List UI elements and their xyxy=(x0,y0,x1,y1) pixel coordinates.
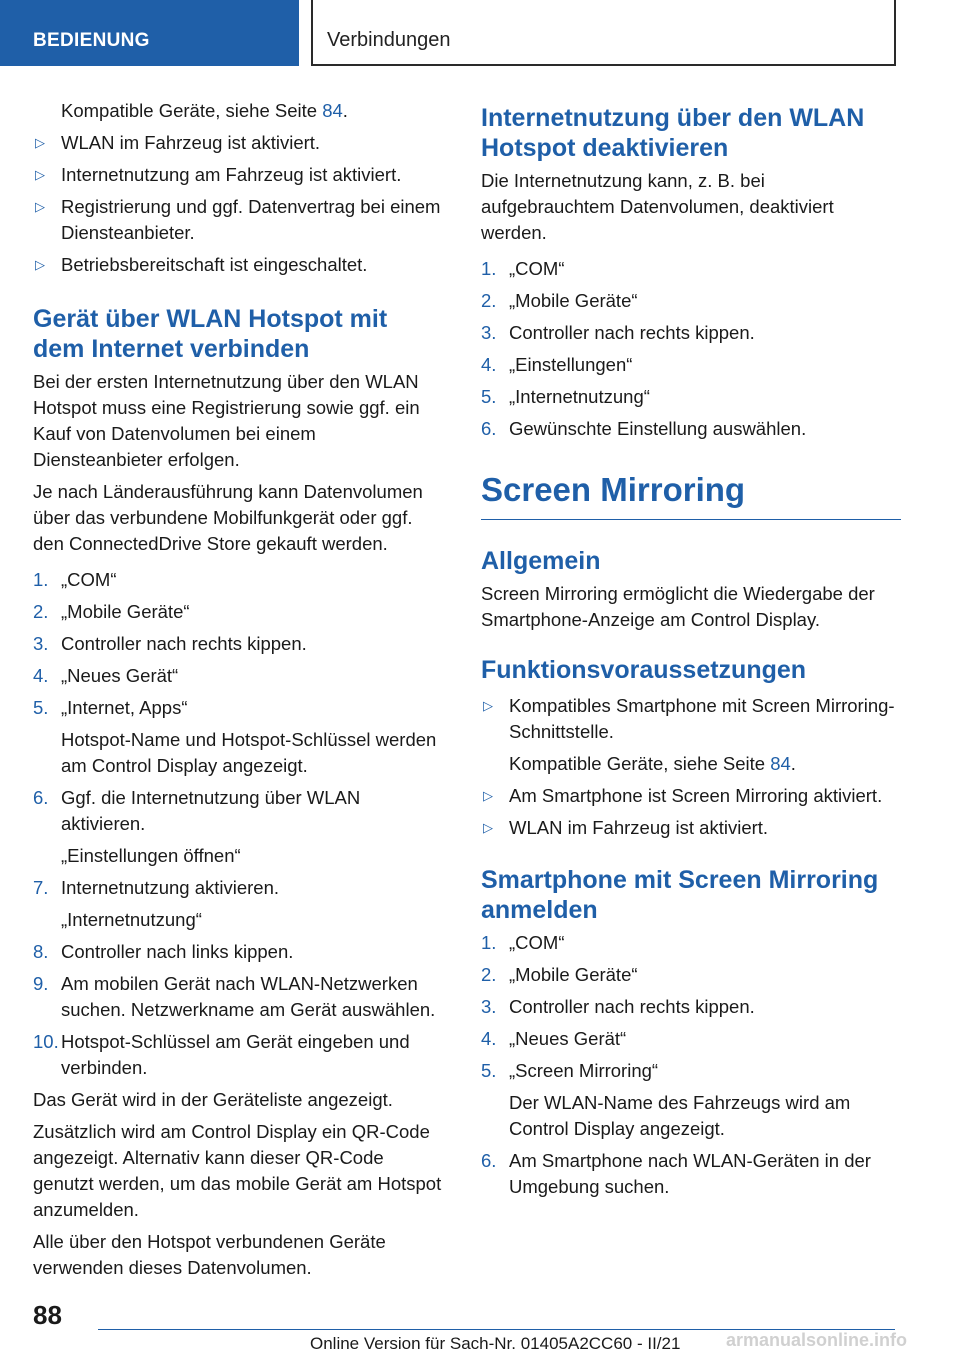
page-link[interactable]: 84 xyxy=(770,753,791,774)
list-item: ▷ Internetnutzung am Fahrzeug ist aktiviert. xyxy=(33,162,445,188)
triangle-bullet-icon: ▷ xyxy=(483,788,493,803)
section-heading-deactivate: Internetnutzung über den WLAN Hotspot deaktivieren xyxy=(481,104,865,162)
paragraph: Zusätzlich wird am Control Display ein QR-Code angezeigt. Alternativ kann dieser QR-Code genutzt werden, um das mobile Gerät am Hotspot anzumelden. xyxy=(33,1121,442,1220)
header-chapter-label: Verbindungen xyxy=(327,29,451,51)
list-item: 6. Gewünschte Einstellung auswählen. xyxy=(481,418,807,439)
list-item: 2. „Mobile Geräte“ xyxy=(481,964,638,985)
paragraph: Das Gerät wird in der Geräteliste angezeigt. xyxy=(33,1089,393,1110)
header-chapter-box xyxy=(311,0,896,66)
list-item: ▷ WLAN im Fahrzeug ist aktiviert. xyxy=(33,130,445,156)
triangle-bullet-icon: ▷ xyxy=(35,199,45,214)
list-item: 8. Controller nach links kippen. xyxy=(33,941,294,962)
connect-steps-list xyxy=(33,567,445,1081)
list-item: 1. „COM“ xyxy=(33,569,117,590)
list-item: 3. Controller nach rechts kippen. xyxy=(481,322,755,343)
page-link[interactable]: 84 xyxy=(322,100,343,121)
triangle-bullet-icon: ▷ xyxy=(483,698,493,713)
list-item: 1. „COM“ xyxy=(481,258,565,279)
paragraph: Screen Mirroring ermöglicht die Wiedergabe der Smartphone-Anzeige am Control Display. xyxy=(481,583,875,630)
list-item: ▷ Betriebsbereitschaft ist eingeschaltet. xyxy=(33,252,445,278)
right-column xyxy=(481,103,901,1206)
list-item: 4. „Einstellungen“ xyxy=(481,354,633,375)
list-item: ▷ Am Smartphone ist Screen Mirroring aktiviert. xyxy=(481,783,901,809)
triangle-bullet-icon: ▷ xyxy=(35,135,45,150)
page-number: 88 xyxy=(33,1300,62,1330)
paragraph: Die Internetnutzung kann, z. B. bei aufgebrauchtem Datenvolumen, deaktiviert werden. xyxy=(481,170,834,243)
paragraph: Alle über den Hotspot verbundenen Geräte verwenden dieses Datenvolumen. xyxy=(33,1231,386,1278)
list-item: 4. „Neues Gerät“ xyxy=(33,665,179,686)
list-item: ▷ Registrierung und ggf. Datenvertrag bei einem Diensteanbieter. xyxy=(35,196,441,243)
list-item: 10. Hotspot-Schlüssel am Gerät eingeben und verbinden. xyxy=(33,1031,410,1078)
paragraph: Je nach Länderausführung kann Datenvolumen über das verbundene Mobilfunkgerät oder ggf. den ConnectedDrive Store gekauft werden. xyxy=(33,481,423,554)
list-item: 2. „Mobile Geräte“ xyxy=(33,601,190,622)
list-item: 3. Controller nach rechts kippen. xyxy=(481,996,755,1017)
header-section-label: BEDIENUNG xyxy=(33,30,150,51)
paragraph: Bei der ersten Internetnutzung über den WLAN Hotspot muss eine Registrierung sowie ggf. ein Kauf von Datenvolumen bei einem Diensteanbieter erfolgen. xyxy=(33,371,420,470)
triangle-bullet-icon: ▷ xyxy=(35,257,45,272)
list-item: 9. Am mobilen Gerät nach WLAN-Netzwerken suchen. Netzwerkname am Gerät auswählen. xyxy=(33,973,436,1020)
login-steps-list xyxy=(481,930,901,1200)
section-heading-requirements: Funktionsvoraussetzungen xyxy=(481,656,807,684)
list-item: 1. „COM“ xyxy=(481,932,565,953)
list-item: 4. „Neues Gerät“ xyxy=(481,1028,627,1049)
list-item: 3. Controller nach rechts kippen. xyxy=(33,633,307,654)
list-item: 7. Internetnutzung aktivieren. „Internetnutzung“ xyxy=(33,877,280,930)
list-item: 5. „Internet, Apps“ Hotspot-Name und Hotspot-Schlüssel werden am Control Display angezeigt. xyxy=(33,697,437,776)
left-column xyxy=(33,98,445,1287)
chapter-title: Screen Mirroring xyxy=(481,470,901,520)
list-item: 6. Am Smartphone nach WLAN-Geräten in der Umgebung suchen. xyxy=(481,1150,871,1197)
watermark: armanualsonline.info xyxy=(726,1330,908,1350)
section-heading-connect: Gerät über WLAN Hotspot mit dem Internet verbinden xyxy=(33,305,388,363)
list-item: 2. „Mobile Geräte“ xyxy=(481,290,638,311)
prerequisites-list xyxy=(33,130,445,278)
list-item: ▷ Kompatibles Smartphone mit Screen Mirroring-Schnittstelle. Kompatible Geräte, siehe Seite 84. xyxy=(483,695,895,774)
list-item: 5. „Screen Mirroring“ Der WLAN-Name des Fahrzeugs wird am Control Display angezeigt. xyxy=(481,1060,851,1139)
header-section-tab xyxy=(0,0,299,66)
compatible-devices-note: Kompatible Geräte, siehe Seite 84. xyxy=(61,100,348,121)
list-item: ▷ WLAN im Fahrzeug ist aktiviert. xyxy=(481,815,901,841)
requirements-list xyxy=(481,693,901,841)
footer-online-version: Online Version für Sach-Nr. 01405A2CC60 - II/21 xyxy=(310,1334,681,1353)
triangle-bullet-icon: ▷ xyxy=(483,820,493,835)
list-item: 6. Ggf. die Internetnutzung über WLAN aktivieren. „Einstellungen öffnen“ xyxy=(33,787,361,866)
triangle-bullet-icon: ▷ xyxy=(35,167,45,182)
section-heading-login: Smartphone mit Screen Mirroring anmelden xyxy=(481,866,879,924)
section-heading-general: Allgemein xyxy=(481,547,601,575)
deactivate-steps-list xyxy=(481,256,901,442)
list-item: 5. „Internetnutzung“ xyxy=(481,386,650,407)
